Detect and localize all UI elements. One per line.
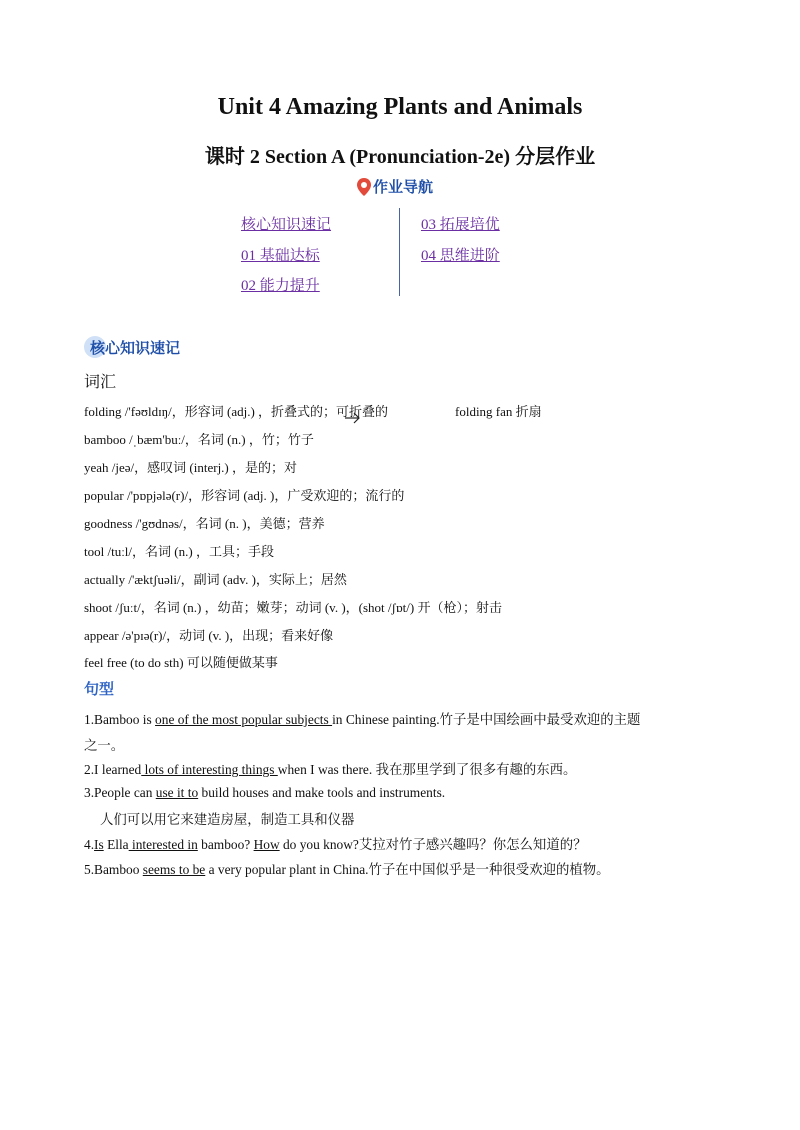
vocab-item: bamboo /ˌbæm'buː/，名词 (n.) ，竹；竹子 [84, 432, 314, 447]
nav-badge-label: 作业导航 [373, 178, 434, 196]
vocab-item: yeah /jeə/，感叹词 (interj.) ，是的；对 [84, 460, 298, 475]
sentence-text: 2.I learned [84, 762, 142, 777]
sentence-1-cont: 之一。 [84, 738, 125, 753]
vocab-heading: 词汇 [84, 374, 117, 391]
sentence-3-translation: 人们可以用它来建造房屋，制造工具和仪器 [100, 812, 355, 827]
vocab-item: feel free (to do sth) 可以随便做某事 [84, 655, 278, 670]
vocab-text: folding /'fəʊldɪŋ/，形容词 (adj.) ，折叠式的；可折叠的 [84, 404, 389, 419]
underlined-phrase: seems to be [142, 862, 206, 877]
section-banner [84, 334, 180, 360]
nav-link-thinking[interactable]: 04 思维进阶 [421, 248, 500, 264]
underlined-phrase: use it to [155, 785, 199, 800]
underlined-phrase: How [253, 837, 280, 852]
vocab-item [84, 401, 542, 420]
sentence-text: 4. [84, 837, 95, 852]
sentence-1 [84, 709, 640, 728]
sentence-text: in Chinese painting.竹子是中国绘画中最受欢迎的主题 [332, 712, 641, 727]
underlined-phrase: lots of interesting things [141, 762, 278, 777]
nav-link-core-knowledge[interactable]: 核心知识速记 [241, 217, 332, 233]
underlined-phrase: Is [94, 837, 104, 852]
page-subtitle: 课时 2 Section A (Pronunciation-2e) 分层作业 [204, 146, 596, 168]
nav-link-ability[interactable]: 02 能力提升 [241, 278, 320, 294]
vocab-item: appear /ə'pɪə(r)/，动词 (v. )，出现；看来好像 [84, 628, 334, 643]
sentence-text: bamboo? [197, 837, 254, 852]
sentence-5 [84, 859, 610, 878]
sentence-4 [84, 834, 587, 853]
underlined-phrase: one of the most popular subjects [155, 712, 333, 727]
vocab-item: goodness /'gʊdnəs/，名词 (n. )，美德；营养 [84, 516, 325, 531]
sentence-text: build houses and make tools and instruments. [198, 785, 446, 800]
sentence-text: 5.Bamboo [84, 862, 143, 877]
sentence-text: a very popular plant in China.竹子在中国似乎是一种很受欢迎的植物。 [205, 862, 610, 877]
sentence-text: when I was there. 我在那里学到了很多有趣的东西。 [277, 762, 577, 777]
underlined-phrase: interested in [128, 837, 198, 852]
nav-badge [357, 176, 433, 197]
vocab-item: popular /'pɒpjələ(r)/，形容词 (adj. )，广受欢迎的；流行的 [84, 488, 405, 503]
nav-divider [399, 208, 400, 296]
section-banner-label: 核心知识速记 [90, 338, 181, 357]
sentence-text: Ella [103, 837, 129, 852]
vocab-item: shoot /ʃuːt/，名词 (n.) ，幼苗；嫩芽；动词 (v. )，(shot /ʃɒt/) 开（枪）；射击 [84, 600, 502, 615]
sentence-3 [84, 785, 445, 801]
arrow-right-icon [344, 411, 362, 425]
vocab-item: tool /tuːl/，名词 (n.) ，工具；手段 [84, 544, 274, 559]
sentence-text: 1.Bamboo is [84, 712, 156, 727]
page-title: Unit 4 Amazing Plants and Animals [217, 94, 583, 120]
vocab-extra: folding fan 折扇 [455, 404, 542, 419]
location-pin-icon [357, 178, 371, 196]
sentence-text: do you know?艾拉对竹子感兴趣吗？你怎么知道的？ [279, 837, 587, 852]
nav-link-extension[interactable]: 03 拓展培优 [421, 217, 500, 233]
sentence-2 [84, 759, 576, 778]
sentence-text: 3.People can [84, 785, 156, 800]
vocab-item: actually /'æktʃuəli/，副词 (adv. )，实际上；居然 [84, 572, 347, 587]
sentence-heading: 句型 [84, 680, 115, 698]
nav-link-basic[interactable]: 01 基础达标 [241, 248, 320, 264]
